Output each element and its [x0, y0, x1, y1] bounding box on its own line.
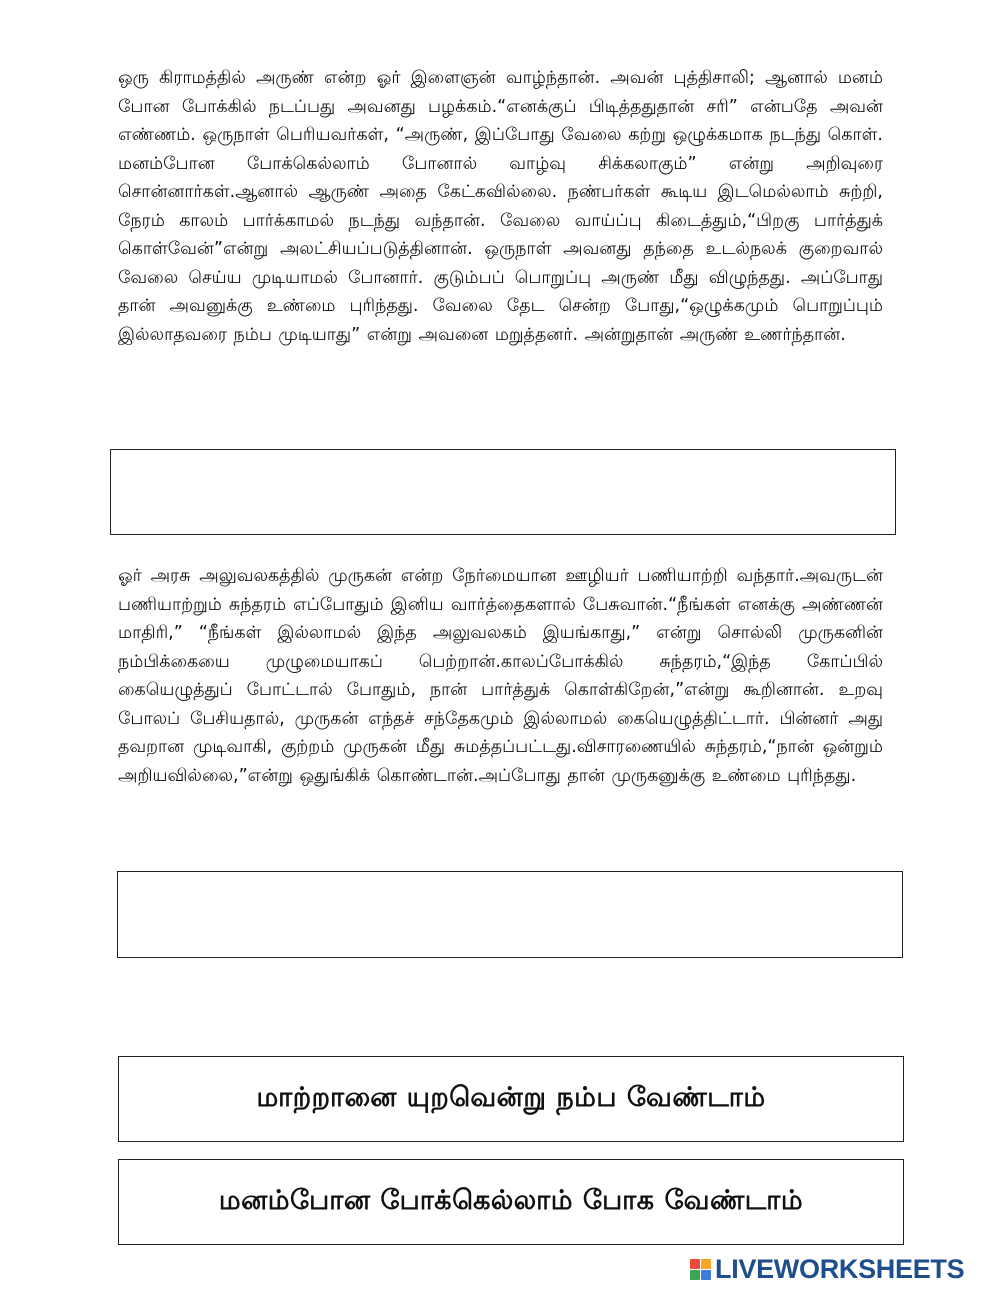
logo-square — [690, 1270, 700, 1280]
story-paragraph-murugan: ஓர் அரசு அலுவலகத்தில் முருகன் என்ற நேர்மையான ஊழியர் பணியாற்றி வந்தார்.அவருடன் பணியாற்றும் சுந்தரம் எப்போதும் இனிய வார்த்தைகளால் பேசுவான்.“நீங்கள் எனக்கு அண்ணன் மாதிரி,” “நீங்கள் இல்லாமல் இந்த அலுவலகம் இயங்காது,” என்று சொல்லி முருகனின் நம்பிக்கையை முழுமையாகப் பெற்றான்.காலப்போக்கில் சுந்தரம்,“இந்த கோப்பில் கையெழுத்துப் போட்டால் போதும், நான் பார்த்துக் கொள்கிறேன்,”என்று கூறினான். உறவு போலப் பேசியதால், முருகன் எந்தச் சந்தேகமும் இல்லாமல் கையெழுத்திட்டார். பின்னர் அது தவறான முடிவாகி, குற்றம் முருகன் மீது சுமத்தப்பட்டது.விசாரணையில் சுந்தரம்,“நான் ஒன்றும் அறியவில்லை,”என்று ஒதுங்கிக் கொண்டான்.அப்போது தான் முருகனுக்கு உண்மை புரிந்தது. — [118, 566, 883, 786]
answer-drop-box-2[interactable] — [117, 871, 903, 958]
proverb-option-text: மனம்போன போக்கெல்லாம் போக வேண்டாம் — [218, 1184, 804, 1216]
logo-square — [701, 1259, 711, 1269]
liveworksheets-logo-icon — [690, 1259, 711, 1280]
proverb-option-card-1[interactable] — [118, 1056, 904, 1142]
story-paragraph-arun: ஒரு கிராமத்தில் அருண் என்ற ஓர் இளைஞன் வாழ்ந்தான். அவன் புத்திசாலி; ஆனால் மனம் போன போக்கில் நடப்பது அவனது பழக்கம்.“எனக்குப் பிடித்ததுதான் சரி” என்பதே அவன் எண்ணம். ஒருநாள் பெரியவர்கள், “அருண், இப்போது வேலை கற்று ஒழுக்கமாக நடந்து கொள். மனம்போன போக்கெல்லாம் போனால் வாழ்வு சிக்கலாகும்” என்று அறிவுரை சொன்னார்கள்.ஆனால் ஆருண் அதை கேட்கவில்லை. நண்பர்கள் கூடிய இடமெல்லாம் சுற்றி, நேரம் காலம் பார்க்காமல் நடந்து வந்தான். வேலை வாய்ப்பு கிடைத்தும்,“பிறகு பார்த்துக் கொள்வேன்”என்று அலட்சியப்படுத்தினான். ஒருநாள் அவனது தந்தை உடல்நலக் குறைவால் வேலை செய்ய முடியாமல் போனார். குடும்பப் பொறுப்பு அருண் மீது விழுந்தது. அப்போது தான் அவனுக்கு உண்மை புரிந்தது. வேலை தேட சென்ற போது,“ஒழுக்கமும் பொறுப்பும் இல்லாதவரை நம்ப முடியாது” என்று அவனை மறுத்தனர். அன்றுதான் அருண் உணர்ந்தான். — [118, 68, 883, 345]
logo-square — [701, 1270, 711, 1280]
proverb-option-text: மாற்றானை யுறவென்று நம்ப வேண்டாம் — [256, 1081, 766, 1113]
answer-drop-box-1[interactable] — [110, 449, 896, 535]
proverb-option-card-2[interactable] — [118, 1159, 904, 1245]
liveworksheets-wordmark: LIVEWORKSHEETS — [715, 1253, 965, 1284]
liveworksheets-logo — [690, 1254, 964, 1284]
logo-square — [690, 1259, 700, 1269]
